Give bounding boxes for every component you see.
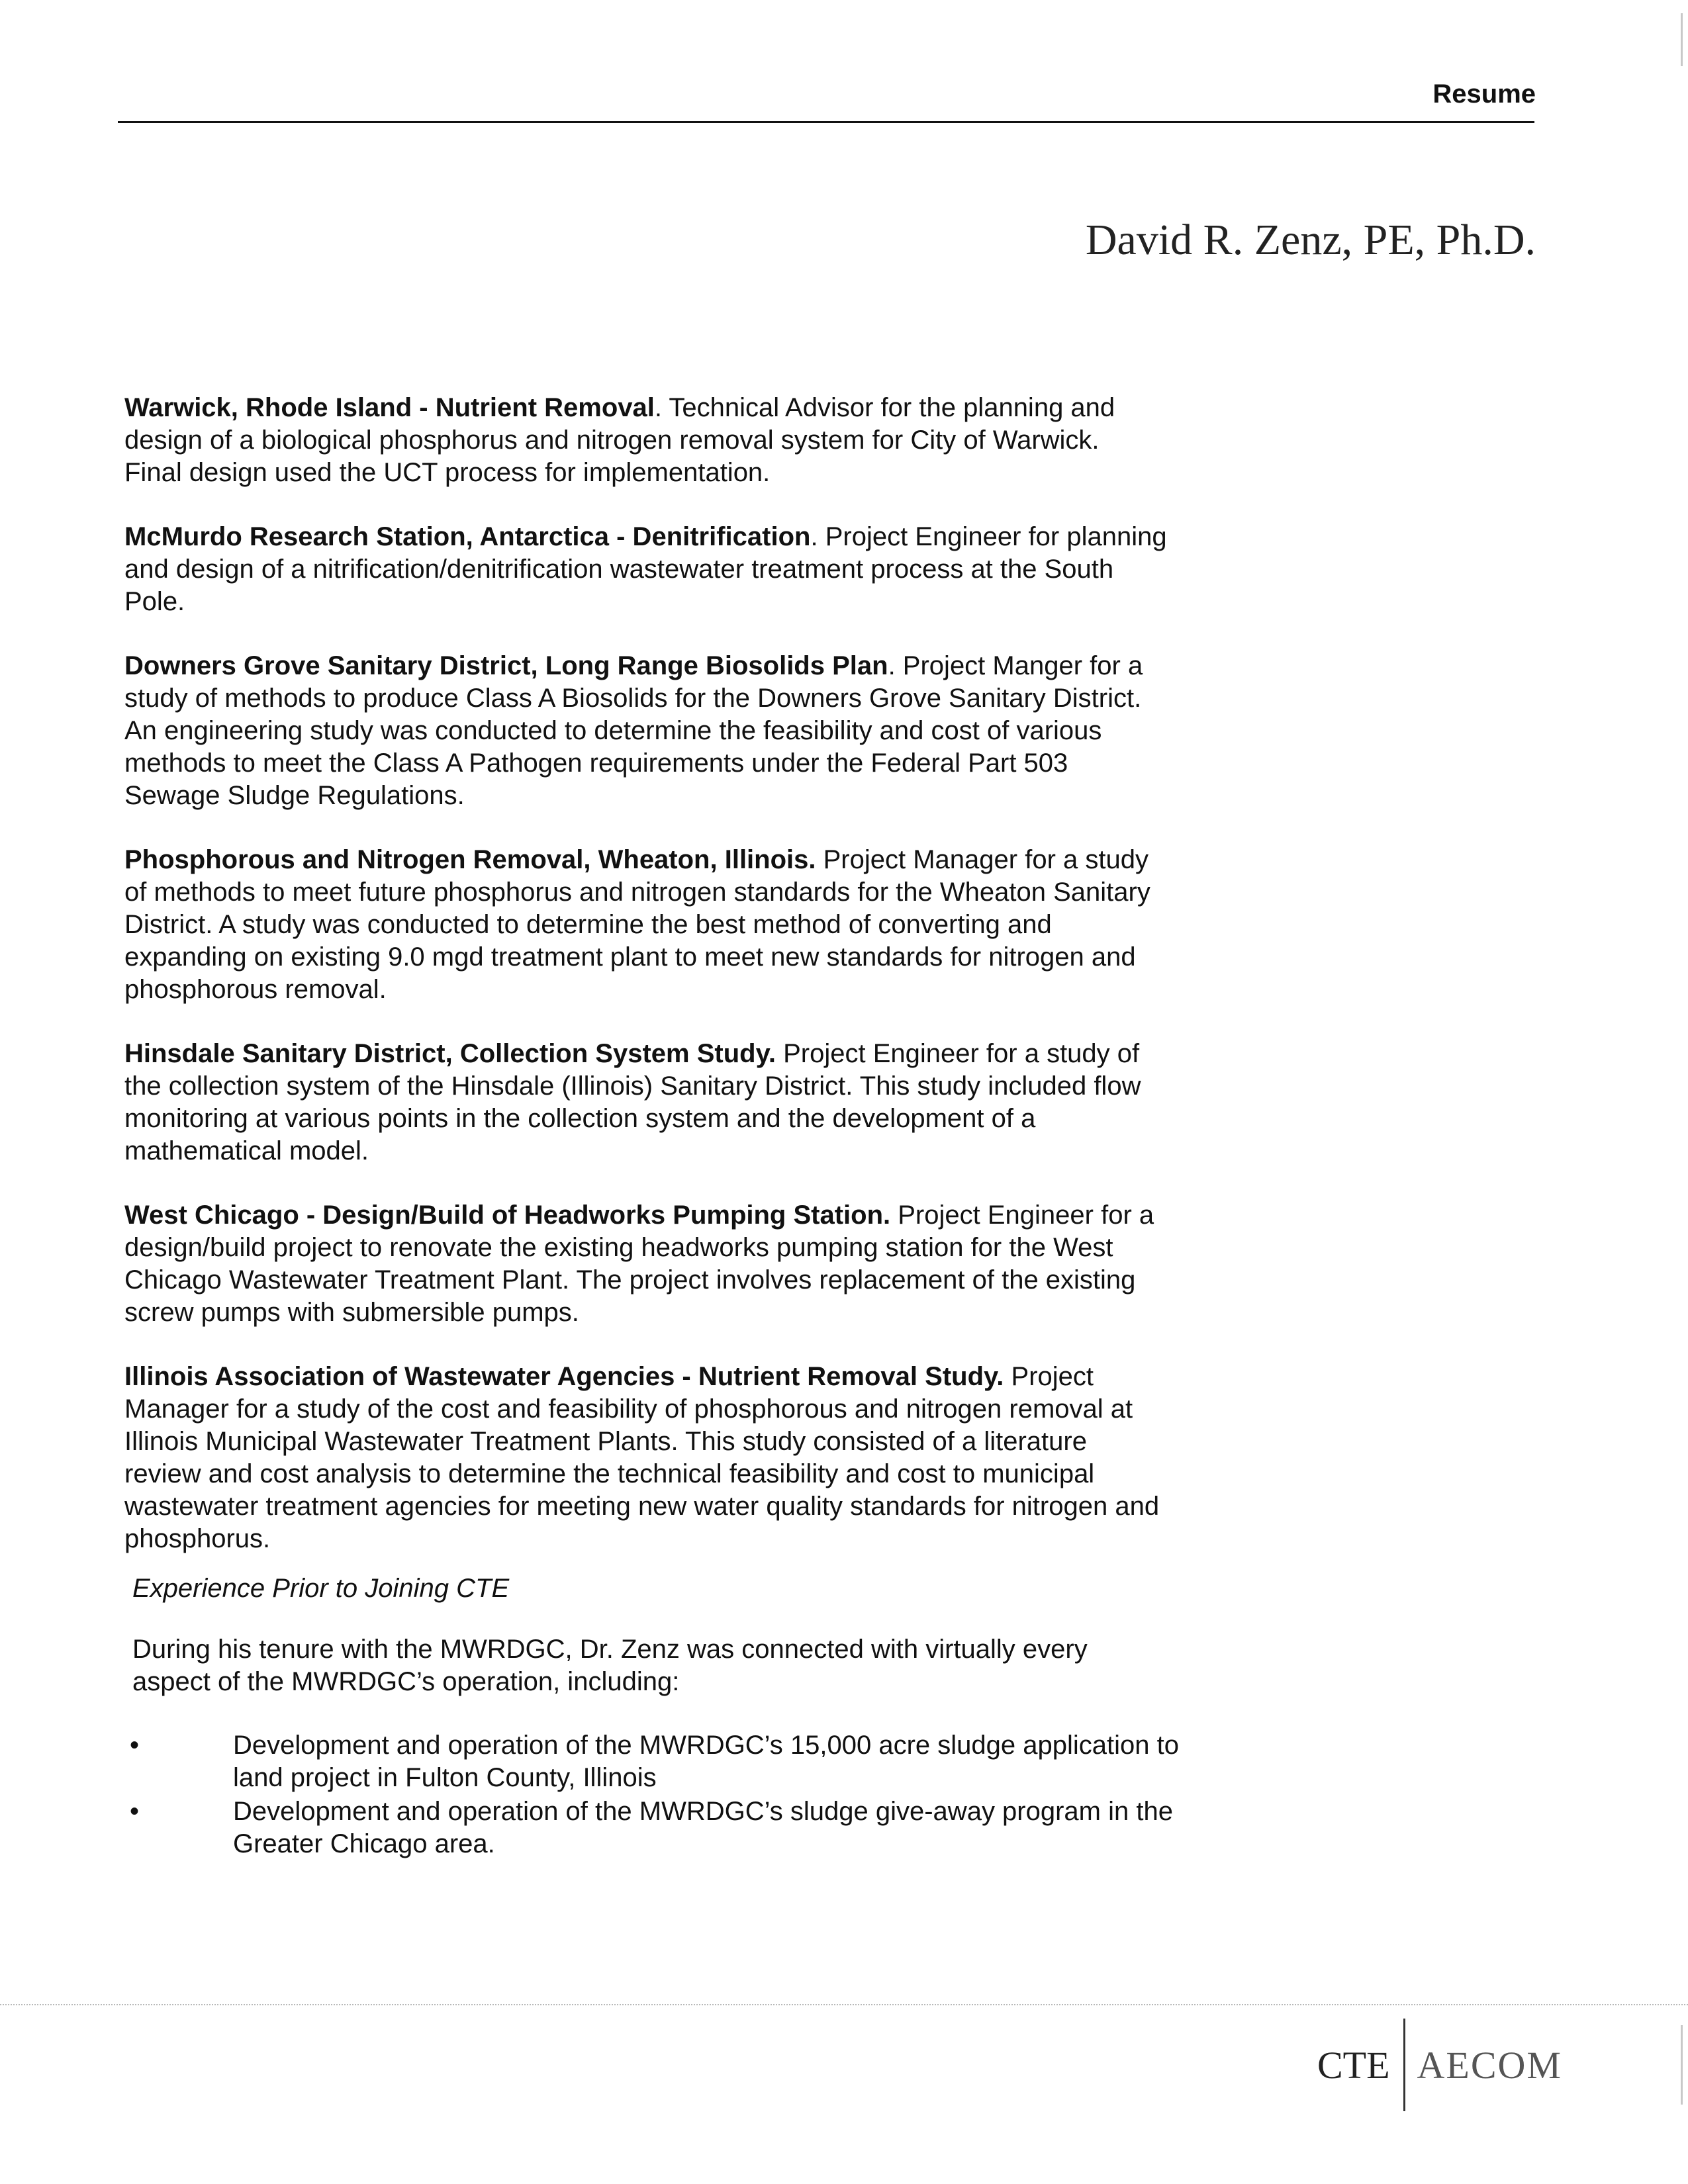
project-entries <box>124 392 1184 1587</box>
project-title: Downers Grove Sanitary District, Long Range Biosolids Plan <box>124 651 888 680</box>
list-item <box>130 1796 1189 1860</box>
project-description: Project Manager for a study of the cost and feasibility of phosphorous and nitrogen removal at Illinois Municipal Wastewater Treatment Plants. This study consisted of a literature review and cost analysis to determine the technical feasibility and cost to municipal wastewater treatment agencies for meeting new water quality standards for nitrogen and phosphorus. <box>124 1362 1160 1553</box>
header-rule <box>118 121 1534 123</box>
logo-divider <box>1403 2019 1405 2111</box>
project-entry <box>124 650 1170 812</box>
project-entry <box>124 844 1157 1006</box>
scan-edge-mark <box>1681 2025 1683 2105</box>
project-title: Hinsdale Sanitary District, Collection System Study. <box>124 1039 776 1068</box>
project-description: . Technical Advisor for the planning and design of a biological phosphorus and nitrogen removal system for City of Warwick. Final design used the UCT process for implementation. <box>124 393 1115 487</box>
project-description: . Project Manger for a study of methods to produce Class A Biosolids for the Downers Grove Sanitary District. An engineering study was conducted to determine the feasibility and cost of various methods to meet the Class A Pathogen requirements under the Federal Part 503 Sewage Sludge Regulations. <box>124 651 1143 810</box>
project-entry <box>124 1038 1170 1167</box>
logo-aecom-text: AECOM <box>1417 2043 1563 2087</box>
logo-cte-text: CTE <box>1317 2043 1390 2087</box>
prior-experience-intro: During his tenure with the MWRDGC, Dr. Zenz was connected with virtually every aspect of the MWRDGC’s operation, including: <box>132 1635 1088 1696</box>
prior-experience-list <box>130 1729 1189 1860</box>
project-description: Project Engineer for a design/build project to renovate the existing headworks pumping station for the West Chicago Wastewater Treatment Plant. The project involves replacement of the existing screw pumps with submersible pumps. <box>124 1201 1154 1327</box>
bullet-icon: • <box>130 1731 140 1760</box>
project-description: . Project Engineer for planning and design of a nitrification/denitrification wastewater treatment process at the South Pole. <box>124 522 1167 616</box>
project-title: Phosphorous and Nitrogen Removal, Wheaton, Illinois. <box>124 845 816 874</box>
person-name: David R. Zenz, PE, Ph.D. <box>1085 216 1536 264</box>
prior-experience-heading: Experience Prior to Joining CTE <box>132 1574 510 1603</box>
project-entry <box>124 1361 1164 1555</box>
project-title: McMurdo Research Station, Antarctica - Denitrification <box>124 522 811 551</box>
project-description: Project Manager for a study of methods to meet future phosphorus and nitrogen standards for the Wheaton Sanitary District. A study was conducted to determine the best method of converting and expanding on existing 9.0 mgd treatment plant to meet new standards for nitrogen and phosphorous removal. <box>124 845 1150 1004</box>
list-item <box>130 1729 1189 1794</box>
bullet-icon: • <box>130 1797 140 1826</box>
list-item-text: Development and operation of the MWRDGC’s sludge give-away program in the Greater Chicago area. <box>233 1797 1173 1858</box>
project-entry <box>124 1199 1164 1329</box>
project-entry <box>124 521 1170 618</box>
list-item-text: Development and operation of the MWRDGC’s 15,000 acre sludge application to land project in Fulton County, Illinois <box>233 1731 1179 1792</box>
project-entry <box>124 392 1131 489</box>
scan-edge-mark <box>1681 13 1683 66</box>
company-logo <box>1317 2019 1562 2111</box>
project-title: Illinois Association of Wastewater Agencies - Nutrient Removal Study. <box>124 1362 1004 1391</box>
footer-rule <box>0 2004 1688 2005</box>
project-title: West Chicago - Design/Build of Headworks Pumping Station. <box>124 1201 891 1230</box>
project-description: Project Engineer for a study of the collection system of the Hinsdale (Illinois) Sanitary District. This study included flow monitoring at various points in the collection system and the development of a mathematical model. <box>124 1039 1141 1165</box>
document-header-label: Resume <box>1432 79 1536 109</box>
project-title: Warwick, Rhode Island - Nutrient Removal <box>124 393 655 422</box>
